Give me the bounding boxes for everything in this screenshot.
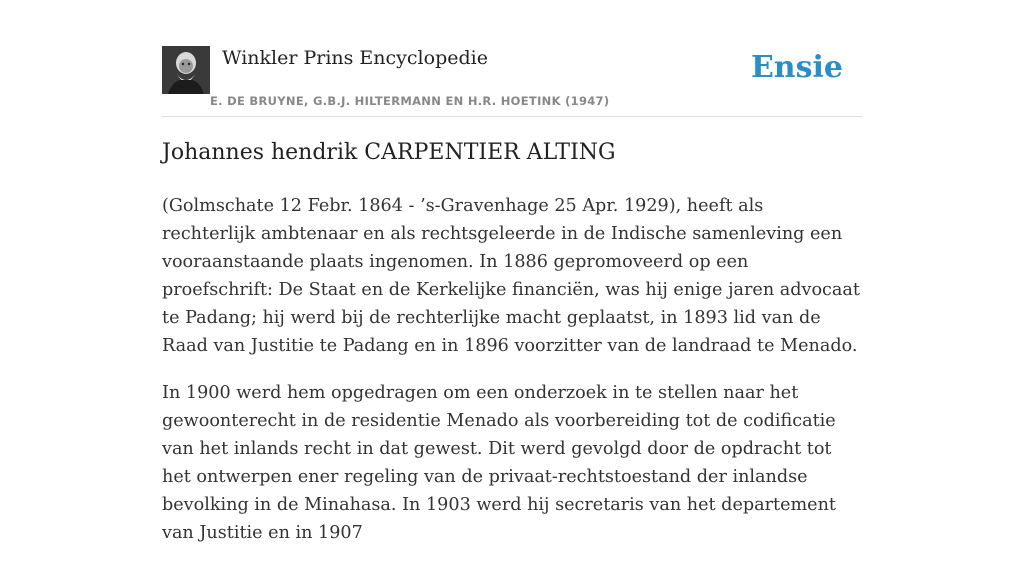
brand-logo[interactable]: Ensie — [750, 50, 843, 85]
article-paragraph: In 1900 werd hem opgedragen om een onderzoek in te stellen naar het gewoonterecht in de residentie Menado als voorbereiding tot de codificatie van het inlands recht in dat gewest. Dit werd gevolgd door de opdracht tot het ontwerpen ener regeling van de privaat-rechtstoestand der inlandse bevolking in de Minahasa. In 1903 werd hij secretaris van het departement van Justitie en in 1907 — [162, 383, 837, 543]
publication-header — [162, 46, 862, 117]
article-title: Johannes hendrik CARPENTIER ALTING — [162, 140, 616, 165]
portrait-icon — [162, 46, 210, 94]
article-paragraph: (Golmschate 12 Febr. 1864 - ’s-Gravenhage 25 Apr. 1929), heeft als rechterlijk ambtenaar en als rechtsgeleerde in de Indische samenleving een vooraanstaande plaats ingenomen. In 1886 gepromoveerd op een proefschrift: De Staat en de Kerkelijke financiën, was hij enige jaren advocaat te Padang; hij werd bij de rechterlijke macht geplaatst, in 1893 lid van de Raad van Justitie te Padang en in 1896 voorzitter van de landraad te Menado. — [162, 196, 860, 356]
publication-title[interactable]: Winkler Prins Encyclopedie — [222, 47, 488, 69]
article-body — [162, 192, 862, 566]
publication-authors: E. DE BRUYNE, G.B.J. HILTERMANN EN H.R. HOETINK (1947) — [210, 94, 610, 108]
author-portrait-avatar — [162, 46, 210, 94]
